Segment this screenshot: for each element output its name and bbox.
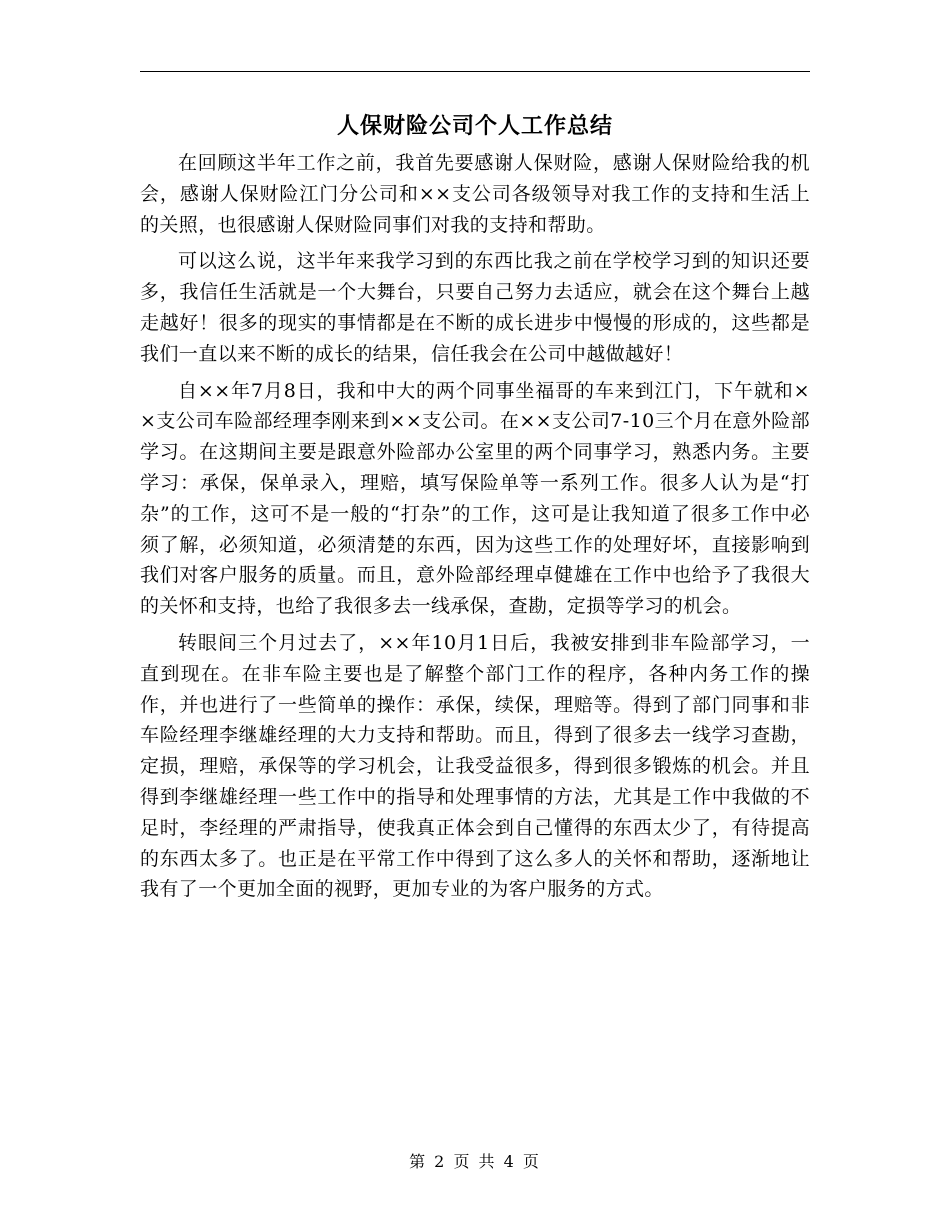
document-title: 人保财险公司个人工作总结 <box>336 113 613 139</box>
paragraph-3: 自××年7月8日，我和中大的两个同事坐福哥的车来到江门，下午就和××支公司车险部经理李刚来到××支公司。在××支公司7-10三个月在意外险部学习。在这期间主要是跟意外险部办公室里的两个同事学习，熟悉内务。主要学习：承保，保单录入，理赔，填写保险单等一系列工作。很多人认为是“打杂”的工作，这可不是一般的“打杂”的工作，这可是让我知道了很多工作中必须了解，必须知道，必须清楚的东西，因为这些工作的处理好坏，直接影响到我们对客户服务的质量。而且，意外险部经理卓健雄在工作中也给予了我很大的关怀和支持，也给了我很多去一线承保，查勘，定损等学习的机会。 <box>140 379 810 618</box>
page-number-footer: 第 2 页 共 4 页 <box>409 1152 541 1171</box>
paragraph-4: 转眼间三个月过去了，××年10月1日后，我被安排到非车险部学习，一直到现在。在非车险主要也是了解整个部门工作的程序，各种内务工作的操作，并也进行了一些简单的操作：承保，续保，理赔等。得到了部门同事和非车险经理李继雄经理的大力支持和帮助。而且，得到了很多去一线学习查勘，定损，理赔，承保等的学习机会，让我受益很多，得到很多锻炼的机会。并且得到李继雄经理一些工作中的指导和处理事情的方法，尤其是工作中我做的不足时，李经理的严肃指导，使我真正体会到自己懂得的东西太少了，有待提高的东西太多了。也正是在平常工作中得到了这么多人的关怀和帮助，逐渐地让我有了一个更加全面的视野，更加专业的为客户服务的方式。 <box>140 631 810 901</box>
document-body <box>140 148 810 911</box>
paragraph-1: 在回顾这半年工作之前，我首先要感谢人保财险，感谢人保财险给我的机会，感谢人保财险江门分公司和××支公司各级领导对我工作的支持和生活上的关照，也很感谢人保财险同事们对我的支持和帮助。 <box>140 152 810 236</box>
paragraph-2: 可以这么说，这半年来我学习到的东西比我之前在学校学习到的知识还要多，我信任生活就是一个大舞台，只要自己努力去适应，就会在这个舞台上越走越好！很多的现实的事情都是在不断的成长进步中慢慢的形成的，这些都是我们一直以来不断的成长的结果，信任我会在公司中越做越好！ <box>140 250 810 365</box>
header-rule <box>140 71 810 72</box>
